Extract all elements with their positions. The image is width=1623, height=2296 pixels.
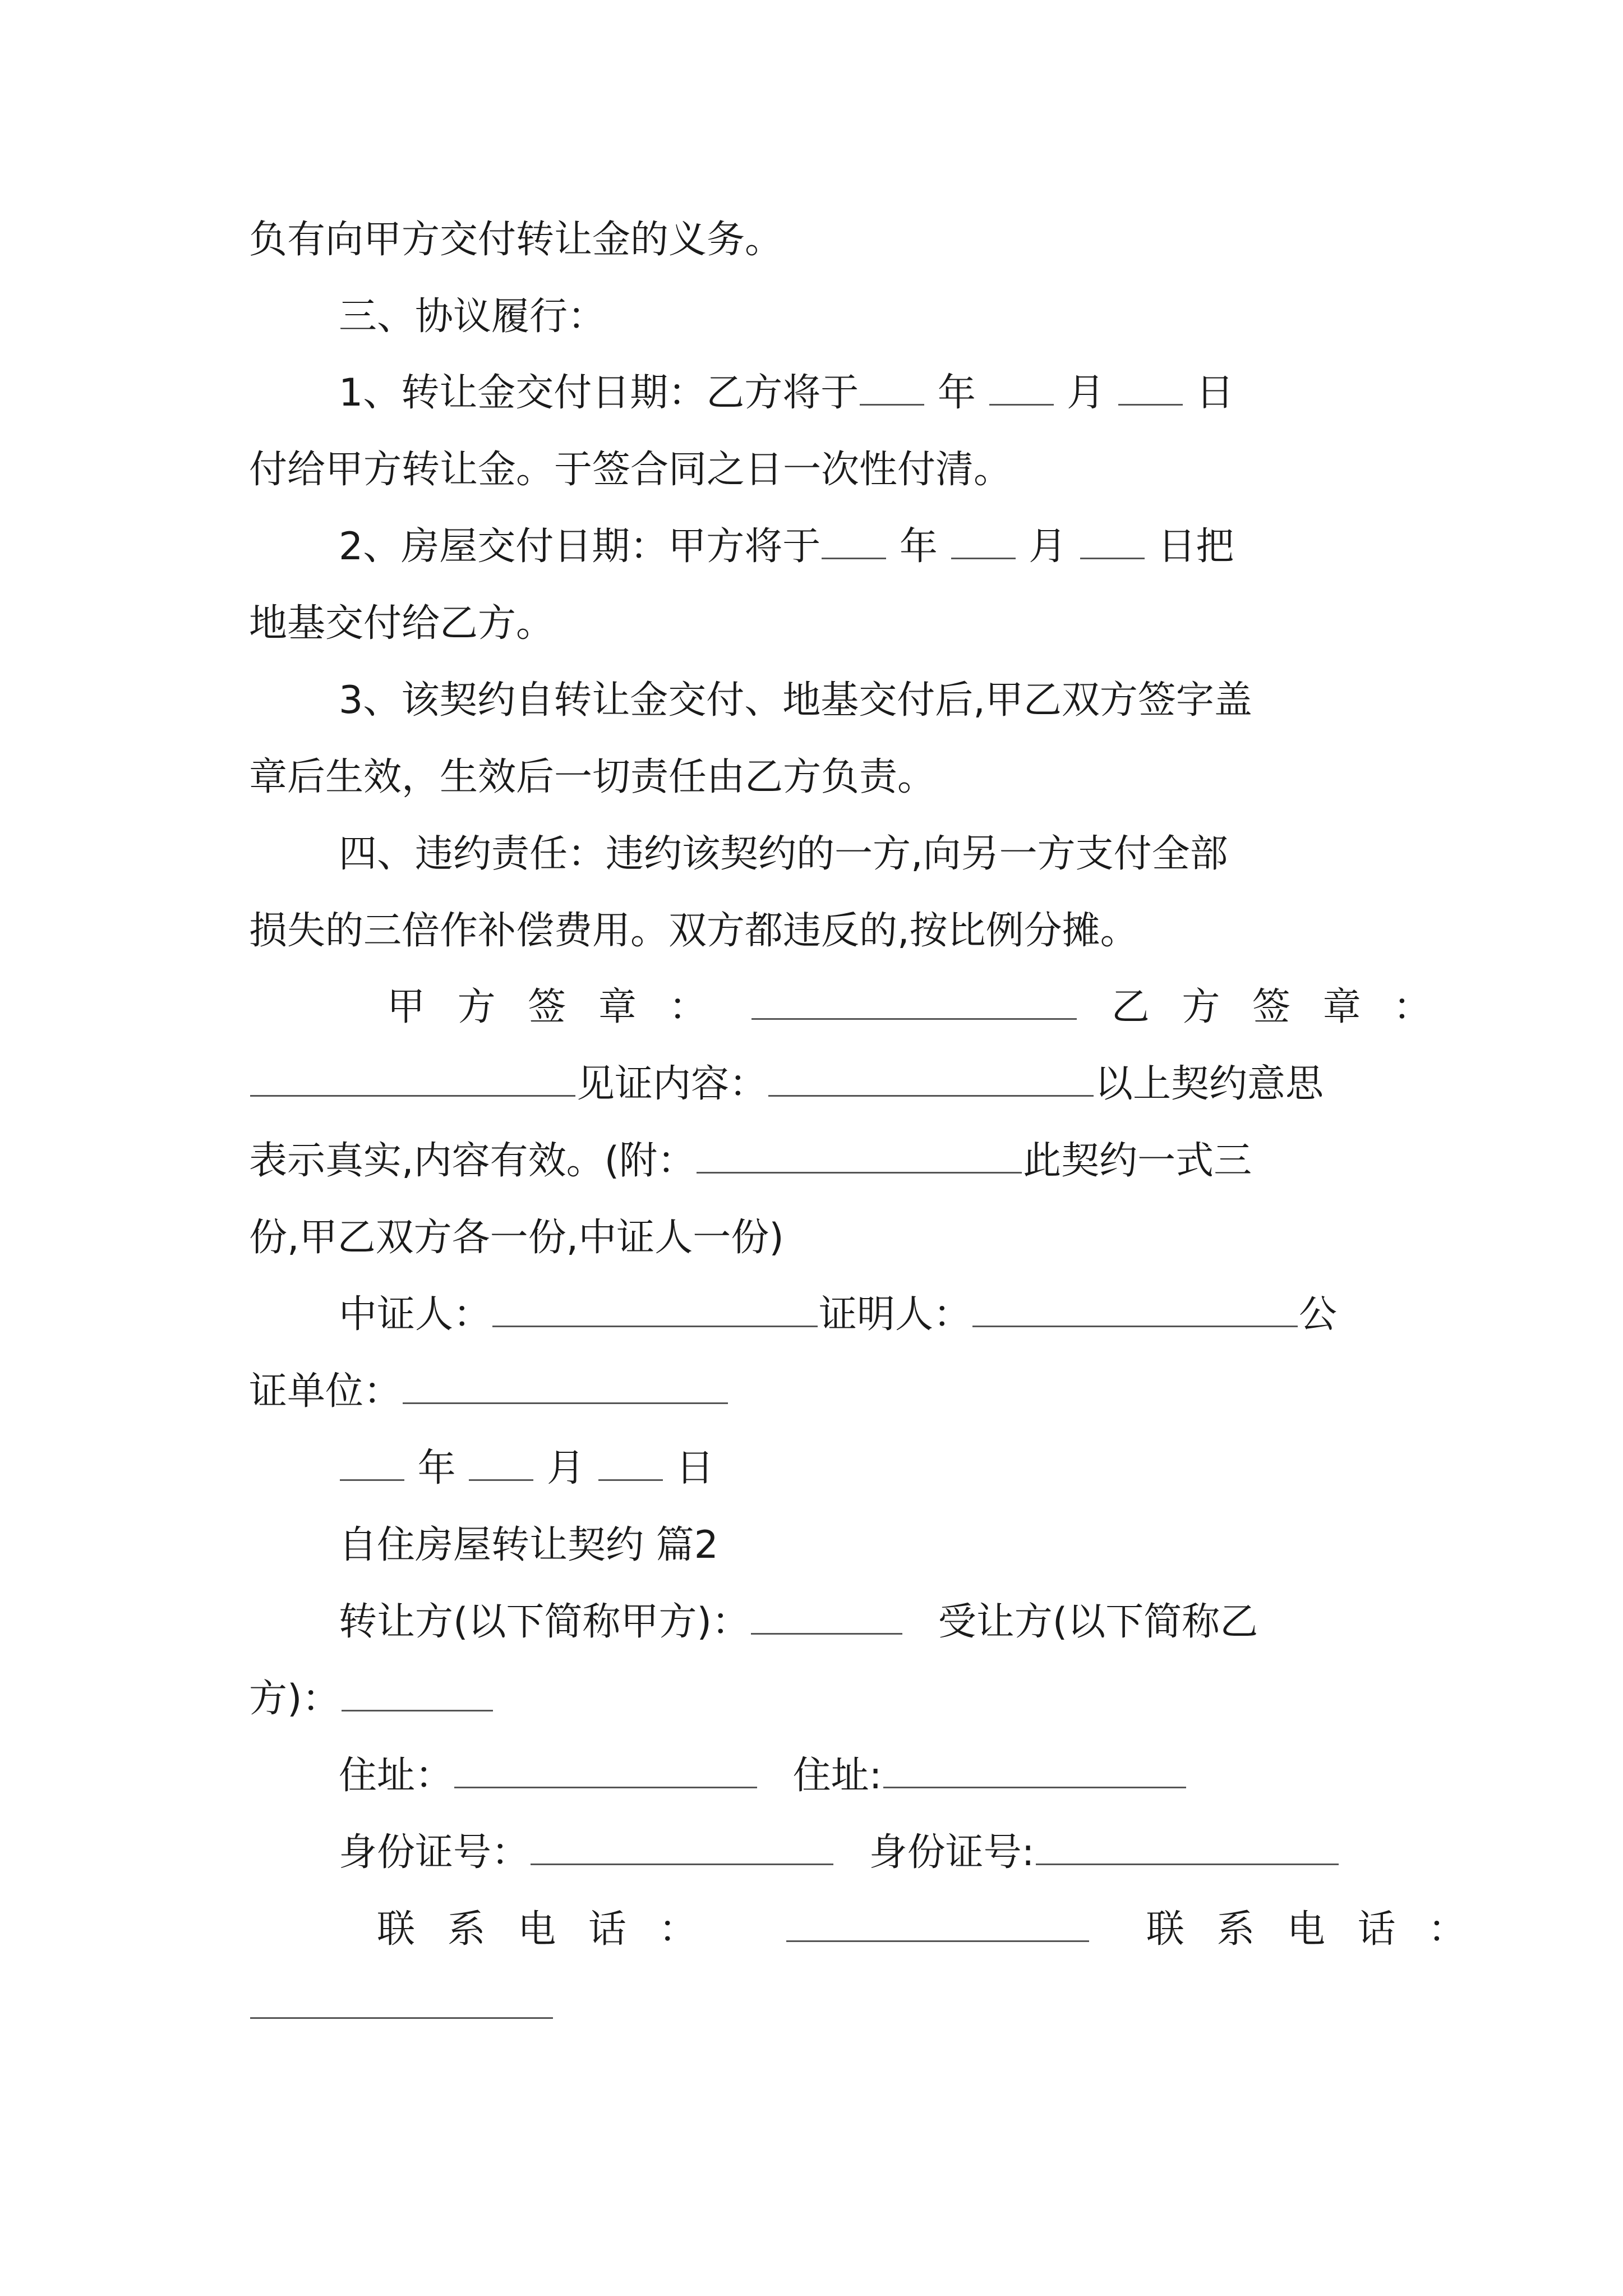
fill-blank[interactable] <box>1080 535 1145 559</box>
text-line: 联 系 电 话 ： 联 系 电 话 ： <box>377 1907 1477 1952</box>
fill-blank[interactable] <box>951 535 1016 559</box>
text-line: 身份证号： 身份证号: <box>339 1822 1340 1884</box>
address-b-field[interactable] <box>883 1764 1186 1788</box>
transferee-field[interactable] <box>342 1687 493 1711</box>
fill-blank[interactable] <box>822 535 886 559</box>
fill-blank[interactable] <box>989 381 1054 406</box>
text-line: 见证内容： 以上契约意思 <box>249 1053 1324 1115</box>
witness-content-field[interactable] <box>768 1073 1094 1097</box>
notary-unit-field[interactable] <box>403 1380 728 1404</box>
text-line: 转让方(以下简称甲方)： 受让方(以下简称乙 <box>339 1600 1258 1644</box>
date-line: 年 月 日 <box>339 1438 714 1499</box>
middleman-field[interactable] <box>492 1303 818 1327</box>
text-line: 地基交付给乙方。 <box>249 601 555 646</box>
day-field[interactable] <box>598 1457 663 1481</box>
text-line: 章后生效，生效后一切责任由乙方负责。 <box>249 755 936 799</box>
phone-a-field[interactable] <box>786 1918 1089 1942</box>
month-field[interactable] <box>469 1457 533 1481</box>
id-number-a-field[interactable] <box>531 1841 833 1865</box>
section-title: 自住房屋转让契约 篇2 <box>339 1523 718 1567</box>
section-heading: 三、协议履行： <box>339 295 606 339</box>
section-heading: 四、违约责任：违约该契约的一方,向另一方支付全部 <box>339 832 1228 876</box>
text-line: 方)： <box>249 1668 494 1730</box>
text-line: 中证人： 证明人： 公 <box>339 1292 1338 1337</box>
year-field[interactable] <box>340 1457 404 1481</box>
text-line: 份,甲乙双方各一份,中证人一份) <box>249 1216 784 1260</box>
text-line: 表示真实,内容有效。(附： 此契约一式三 <box>249 1139 1252 1183</box>
attachment-field[interactable] <box>697 1149 1022 1174</box>
text-line: 损失的三倍作补偿费用。双方都违反的,按比例分摊。 <box>249 909 1138 953</box>
party-a-signature-field[interactable] <box>751 996 1077 1020</box>
fill-blank[interactable] <box>860 381 924 406</box>
transferor-field[interactable] <box>751 1611 902 1635</box>
fill-blank[interactable] <box>1118 381 1183 406</box>
text-line <box>249 1976 554 2037</box>
signature-line: 甲 方 签 章 ： 乙 方 签 章 ： <box>387 985 1442 1029</box>
certifier-field[interactable] <box>972 1303 1298 1327</box>
text-line: 负有向甲方交付转让金的义务。 <box>249 218 783 262</box>
id-number-b-field[interactable] <box>1036 1841 1339 1865</box>
phone-b-field[interactable] <box>250 1995 553 2019</box>
text-line: 2、房屋交付日期：甲方将于 年 月 日把 <box>339 524 1234 569</box>
text-line: 付给甲方转让金。于签合同之日一次性付清。 <box>249 448 1012 492</box>
text-line: 证单位： <box>249 1361 729 1423</box>
party-b-signature-field[interactable] <box>250 1073 575 1097</box>
text-line: 1、转让金交付日期：乙方将于 年 月 日 <box>339 371 1234 415</box>
text-line: 3、该契约自转让金交付、地基交付后,甲乙双方签字盖 <box>339 678 1252 723</box>
text-line: 住址： 住址: <box>339 1745 1187 1807</box>
address-a-field[interactable] <box>454 1764 757 1788</box>
